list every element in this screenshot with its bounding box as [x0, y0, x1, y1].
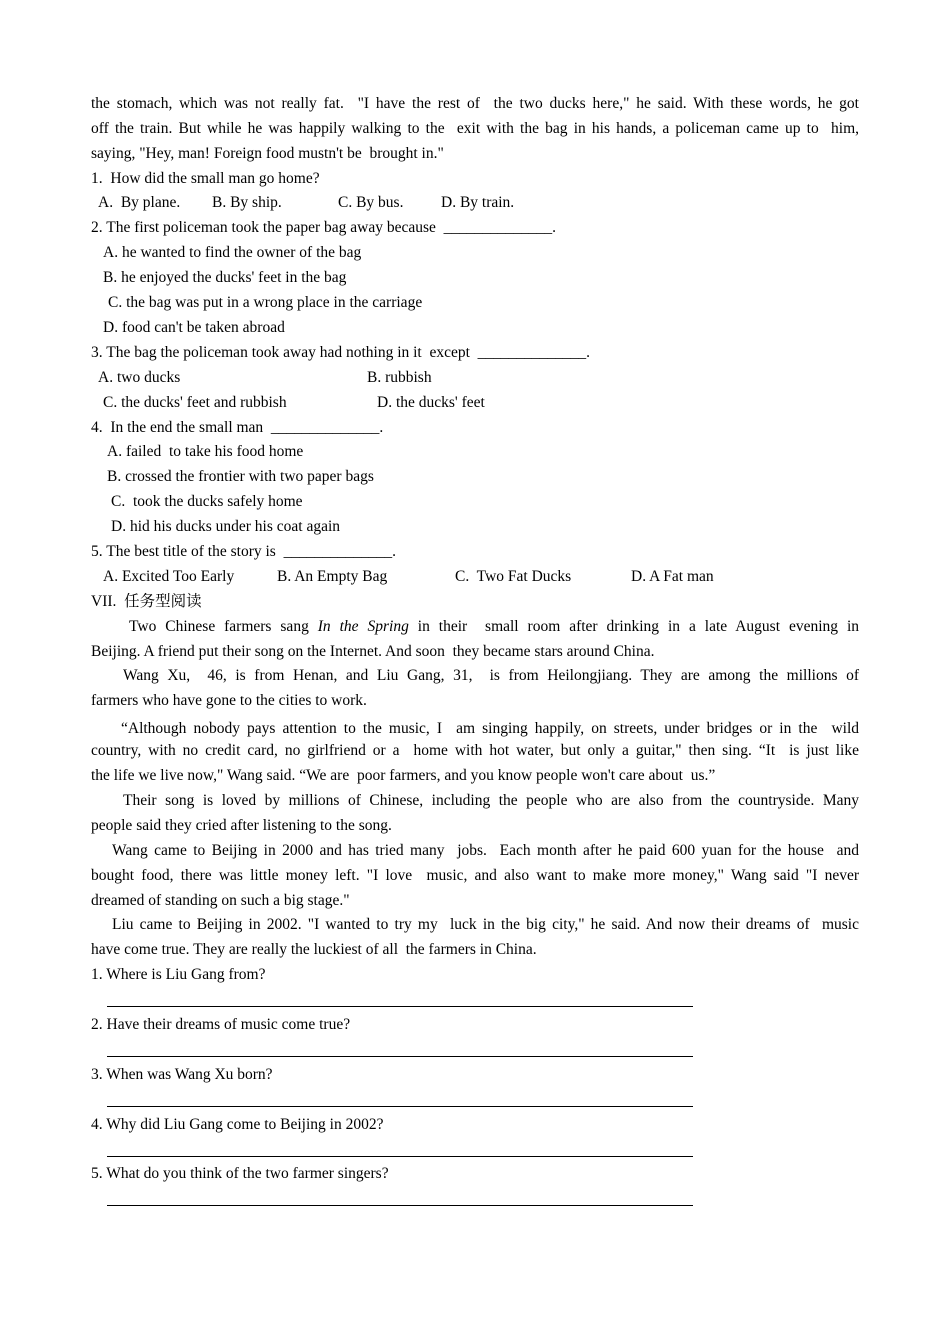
question-text: 3. When was Wang Xu born? [91, 1066, 273, 1083]
option-d [91, 514, 859, 539]
option-b [91, 265, 859, 290]
answer-line[interactable] [107, 1106, 693, 1107]
text: in their small room after drinking in a late August evening in [417, 618, 860, 635]
paragraph-line: have come true. They are really the luckiest of all the farmers in China. [91, 941, 537, 958]
question-stem: 4. In the end the small man ______________. [91, 419, 384, 436]
question-options [91, 564, 859, 589]
answer-line[interactable] [107, 1006, 693, 1007]
option-a [91, 240, 859, 265]
option-c: C. Two Fat Ducks [455, 568, 572, 585]
question-text: 2. Have their dreams of music come true? [91, 1016, 351, 1033]
option-c [91, 489, 859, 514]
option-text: B. crossed the frontier with two paper bags [107, 468, 374, 485]
question-text: 1. Where is Liu Gang from? [91, 966, 266, 983]
paragraph-line: dreamed of standing on such a big stage." [91, 892, 350, 909]
question-options [91, 390, 859, 415]
paragraph-line: farmers who have gone to the cities to work. [91, 692, 367, 709]
option-text: A. failed to take his food home [107, 443, 304, 460]
passage-line: the stomach, which was not really fat. "I have the rest of the two ducks here," he said. With these words, he got [91, 95, 859, 112]
paragraph-line: Beijing. A friend put their song on the Internet. And soon they became stars around China. [91, 643, 655, 660]
option-a: A. Excited Too Early [103, 568, 235, 585]
option-c [91, 290, 859, 315]
paragraph-line: Their song is loved by millions of Chinese, including the people who are also from the countryside. Many [123, 792, 859, 809]
answer-line[interactable] [107, 1056, 693, 1057]
paragraph-line [129, 614, 859, 639]
paragraph-line: country, with no credit card, no girlfriend or a home with hot water, but only a guitar," then sing. “It is just like [91, 742, 859, 759]
question-options [91, 365, 859, 390]
option-text: C. took the ducks safely home [111, 493, 303, 510]
paragraph-line: bought food, there was little money left. "I love music, and also want to make more money," Wang said "I never [91, 867, 859, 884]
option-c: C. By bus. [338, 194, 404, 211]
song-title: In the Spring [317, 618, 409, 635]
paragraph-line: Wang came to Beijing in 2000 and has tried many jobs. Each month after he paid 600 yuan for the house and [112, 842, 859, 859]
option-a: A. two ducks [98, 369, 181, 386]
text: Two Chinese farmers sang [129, 618, 309, 635]
option-a: A. By plane. [98, 194, 181, 211]
answer-line[interactable] [107, 1156, 693, 1157]
option-d [91, 315, 859, 340]
option-d: D. A Fat man [631, 568, 714, 585]
question-stem: 2. The first policeman took the paper bag away because ______________. [91, 219, 557, 236]
passage-line: off the train. But while he was happily walking to the exit with the bag in his hands, a policeman came up to him, [91, 120, 859, 137]
paragraph-line: Wang Xu, 46, is from Henan, and Liu Gang, 31, is from Heilongjiang. They are among the millions of [123, 667, 859, 684]
option-text: A. he wanted to find the owner of the bag [103, 244, 362, 261]
question-text: 5. What do you think of the two farmer singers? [91, 1165, 389, 1182]
option-d: D. By train. [441, 194, 515, 211]
option-c: C. the ducks' feet and rubbish [103, 394, 287, 411]
option-b: B. By ship. [212, 194, 282, 211]
paragraph-line: Liu came to Beijing in 2002. "I wanted to try my luck in the big city," he said. And now their dreams of music [112, 916, 859, 933]
paragraph-line: the life we live now," Wang said. “We are poor farmers, and you know people won't care about us.” [91, 767, 716, 784]
option-b: B. An Empty Bag [277, 568, 388, 585]
question-text: 4. Why did Liu Gang come to Beijing in 2002? [91, 1116, 384, 1133]
answer-line[interactable] [107, 1205, 693, 1206]
paragraph-line: “Although nobody pays attention to the music, I am singing happily, on streets, under bridges or in the wild [121, 720, 859, 737]
paragraph-line: people said they cried after listening to the song. [91, 817, 392, 834]
option-a [91, 439, 859, 464]
option-text: B. he enjoyed the ducks' feet in the bag [103, 269, 347, 286]
option-text: D. food can't be taken abroad [103, 319, 285, 336]
question-stem: 1. How did the small man go home? [91, 170, 320, 187]
passage-line: saying, "Hey, man! Foreign food mustn't be brought in." [91, 145, 444, 162]
question-stem: 5. The best title of the story is ______________. [91, 543, 396, 560]
question-options [91, 190, 859, 215]
option-b [91, 464, 859, 489]
option-text: D. hid his ducks under his coat again [111, 518, 341, 535]
section-heading: VII. 任务型阅读 [91, 593, 202, 610]
option-b: B. rubbish [367, 369, 432, 386]
option-text: C. the bag was put in a wrong place in the carriage [108, 294, 423, 311]
question-stem: 3. The bag the policeman took away had nothing in it except ______________. [91, 344, 591, 361]
option-d: D. the ducks' feet [377, 394, 485, 411]
